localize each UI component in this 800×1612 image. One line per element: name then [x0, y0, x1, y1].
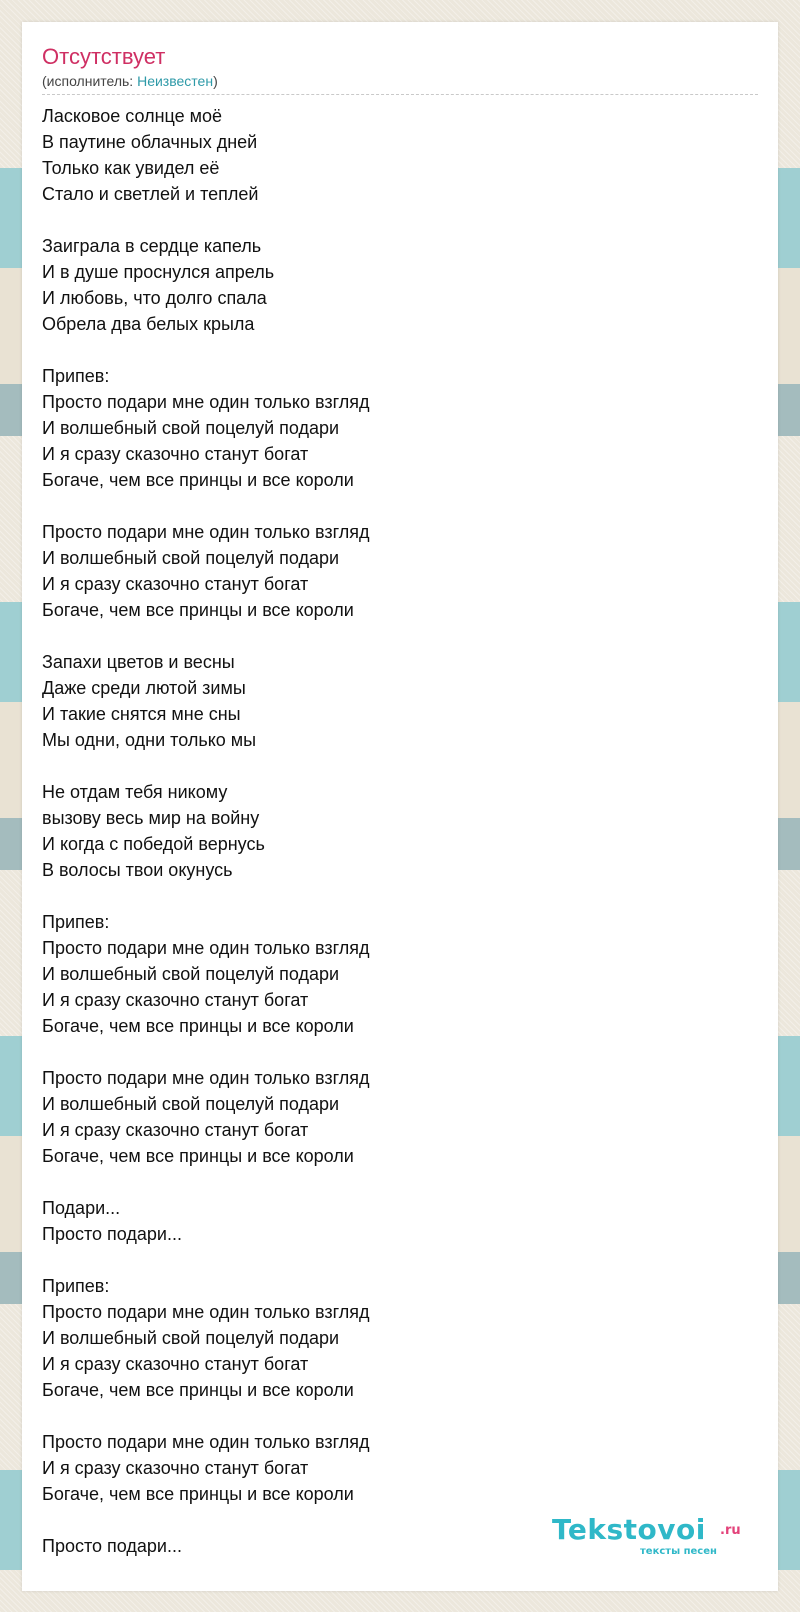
lyrics-line: Только как увидел её: [42, 158, 220, 178]
lyrics-card: [22, 22, 778, 1591]
lyrics-line: Ласковое солнце моё: [42, 106, 223, 126]
song-title: Отсутствует: [42, 44, 166, 69]
lyrics-blank-line: [42, 883, 742, 909]
lyrics-blank-line: [42, 753, 742, 779]
lyrics-line: Стало и светлей и теплей: [42, 184, 259, 204]
artist-suffix: ): [213, 73, 218, 89]
lyrics-line: Богаче, чем все принцы и все короли: [42, 1380, 354, 1400]
lyrics-blank-line: [42, 1169, 742, 1195]
lyrics-blank-line: [42, 1403, 742, 1429]
lyrics-line: Богаче, чем все принцы и все короли: [42, 1016, 354, 1036]
lyrics-line: И я сразу сказочно станут богат: [42, 990, 309, 1010]
lyrics-line: Заиграла в сердце капель: [42, 236, 262, 256]
lyrics-line: Припев:: [42, 366, 110, 386]
lyrics-line: И волшебный свой поцелуй подари: [42, 1328, 340, 1348]
lyrics-line: Просто подари...: [42, 1224, 182, 1244]
lyrics-line: Не отдам тебя никому: [42, 782, 228, 802]
lyrics-line: Просто подари...: [42, 1536, 182, 1556]
artist-link[interactable]: Неизвестен: [137, 73, 214, 89]
lyrics-line: вызову весь мир на войну: [42, 808, 260, 828]
lyrics-line: В волосы твои окунусь: [42, 860, 233, 880]
lyrics-line: Припев:: [42, 912, 110, 932]
artist-line: [42, 72, 218, 90]
lyrics-blank-line: [42, 1247, 742, 1273]
lyrics-blank-line: [42, 207, 742, 233]
lyrics-line: В паутине облачных дней: [42, 132, 258, 152]
lyrics-line: Просто подари мне один только взгляд: [42, 1068, 370, 1088]
lyrics-line: Богаче, чем все принцы и все короли: [42, 600, 354, 620]
lyrics-line: И я сразу сказочно станут богат: [42, 574, 309, 594]
artist-prefix: (исполнитель:: [42, 73, 138, 89]
site-logo[interactable]: [552, 1513, 752, 1559]
lyrics-line: Обрела два белых крыла: [42, 314, 255, 334]
lyrics-line: Даже среди лютой зимы: [42, 678, 246, 698]
lyrics-line: Подари...: [42, 1198, 121, 1218]
lyrics-line: Припев:: [42, 1276, 110, 1296]
lyrics-line: Просто подари мне один только взгляд: [42, 1432, 370, 1452]
lyrics-line: Запахи цветов и весны: [42, 652, 235, 672]
title-divider: [42, 94, 758, 95]
lyrics-line: Богаче, чем все принцы и все короли: [42, 1146, 354, 1166]
lyrics-blank-line: [42, 1039, 742, 1065]
lyrics-line: И волшебный свой поцелуй подари: [42, 418, 340, 438]
logo-tagline: тексты песен: [640, 1546, 717, 1557]
lyrics-line: Просто подари мне один только взгляд: [42, 392, 370, 412]
lyrics-line: Богаче, чем все принцы и все короли: [42, 1484, 354, 1504]
lyrics-line: И когда с победой вернусь: [42, 834, 265, 854]
lyrics-line: Просто подари мне один только взгляд: [42, 522, 370, 542]
lyrics-blank-line: [42, 337, 742, 363]
lyrics-line: И я сразу сказочно станут богат: [42, 1354, 309, 1374]
lyrics-blank-line: [42, 623, 742, 649]
lyrics-blank-line: [42, 493, 742, 519]
lyrics-line: И такие снятся мне сны: [42, 704, 241, 724]
lyrics-line: Мы одни, одни только мы: [42, 730, 257, 750]
logo-tld: .ru: [720, 1523, 741, 1538]
lyrics-line: И волшебный свой поцелуй подари: [42, 964, 340, 984]
lyrics-line: Просто подари мне один только взгляд: [42, 1302, 370, 1322]
lyrics-line: И волшебный свой поцелуй подари: [42, 1094, 340, 1114]
lyrics-line: Просто подари мне один только взгляд: [42, 938, 370, 958]
lyrics-line: И в душе проснулся апрель: [42, 262, 275, 282]
lyrics-line: И волшебный свой поцелуй подари: [42, 548, 340, 568]
lyrics-line: И я сразу сказочно станут богат: [42, 1120, 309, 1140]
lyrics-line: И я сразу сказочно станут богат: [42, 444, 309, 464]
lyrics-line: И любовь, что долго спала: [42, 288, 267, 308]
lyrics-text: [42, 103, 742, 1559]
lyrics-line: Богаче, чем все принцы и все короли: [42, 470, 354, 490]
lyrics-line: И я сразу сказочно станут богат: [42, 1458, 309, 1478]
logo-wordmark: Tekstovoi: [552, 1513, 706, 1546]
